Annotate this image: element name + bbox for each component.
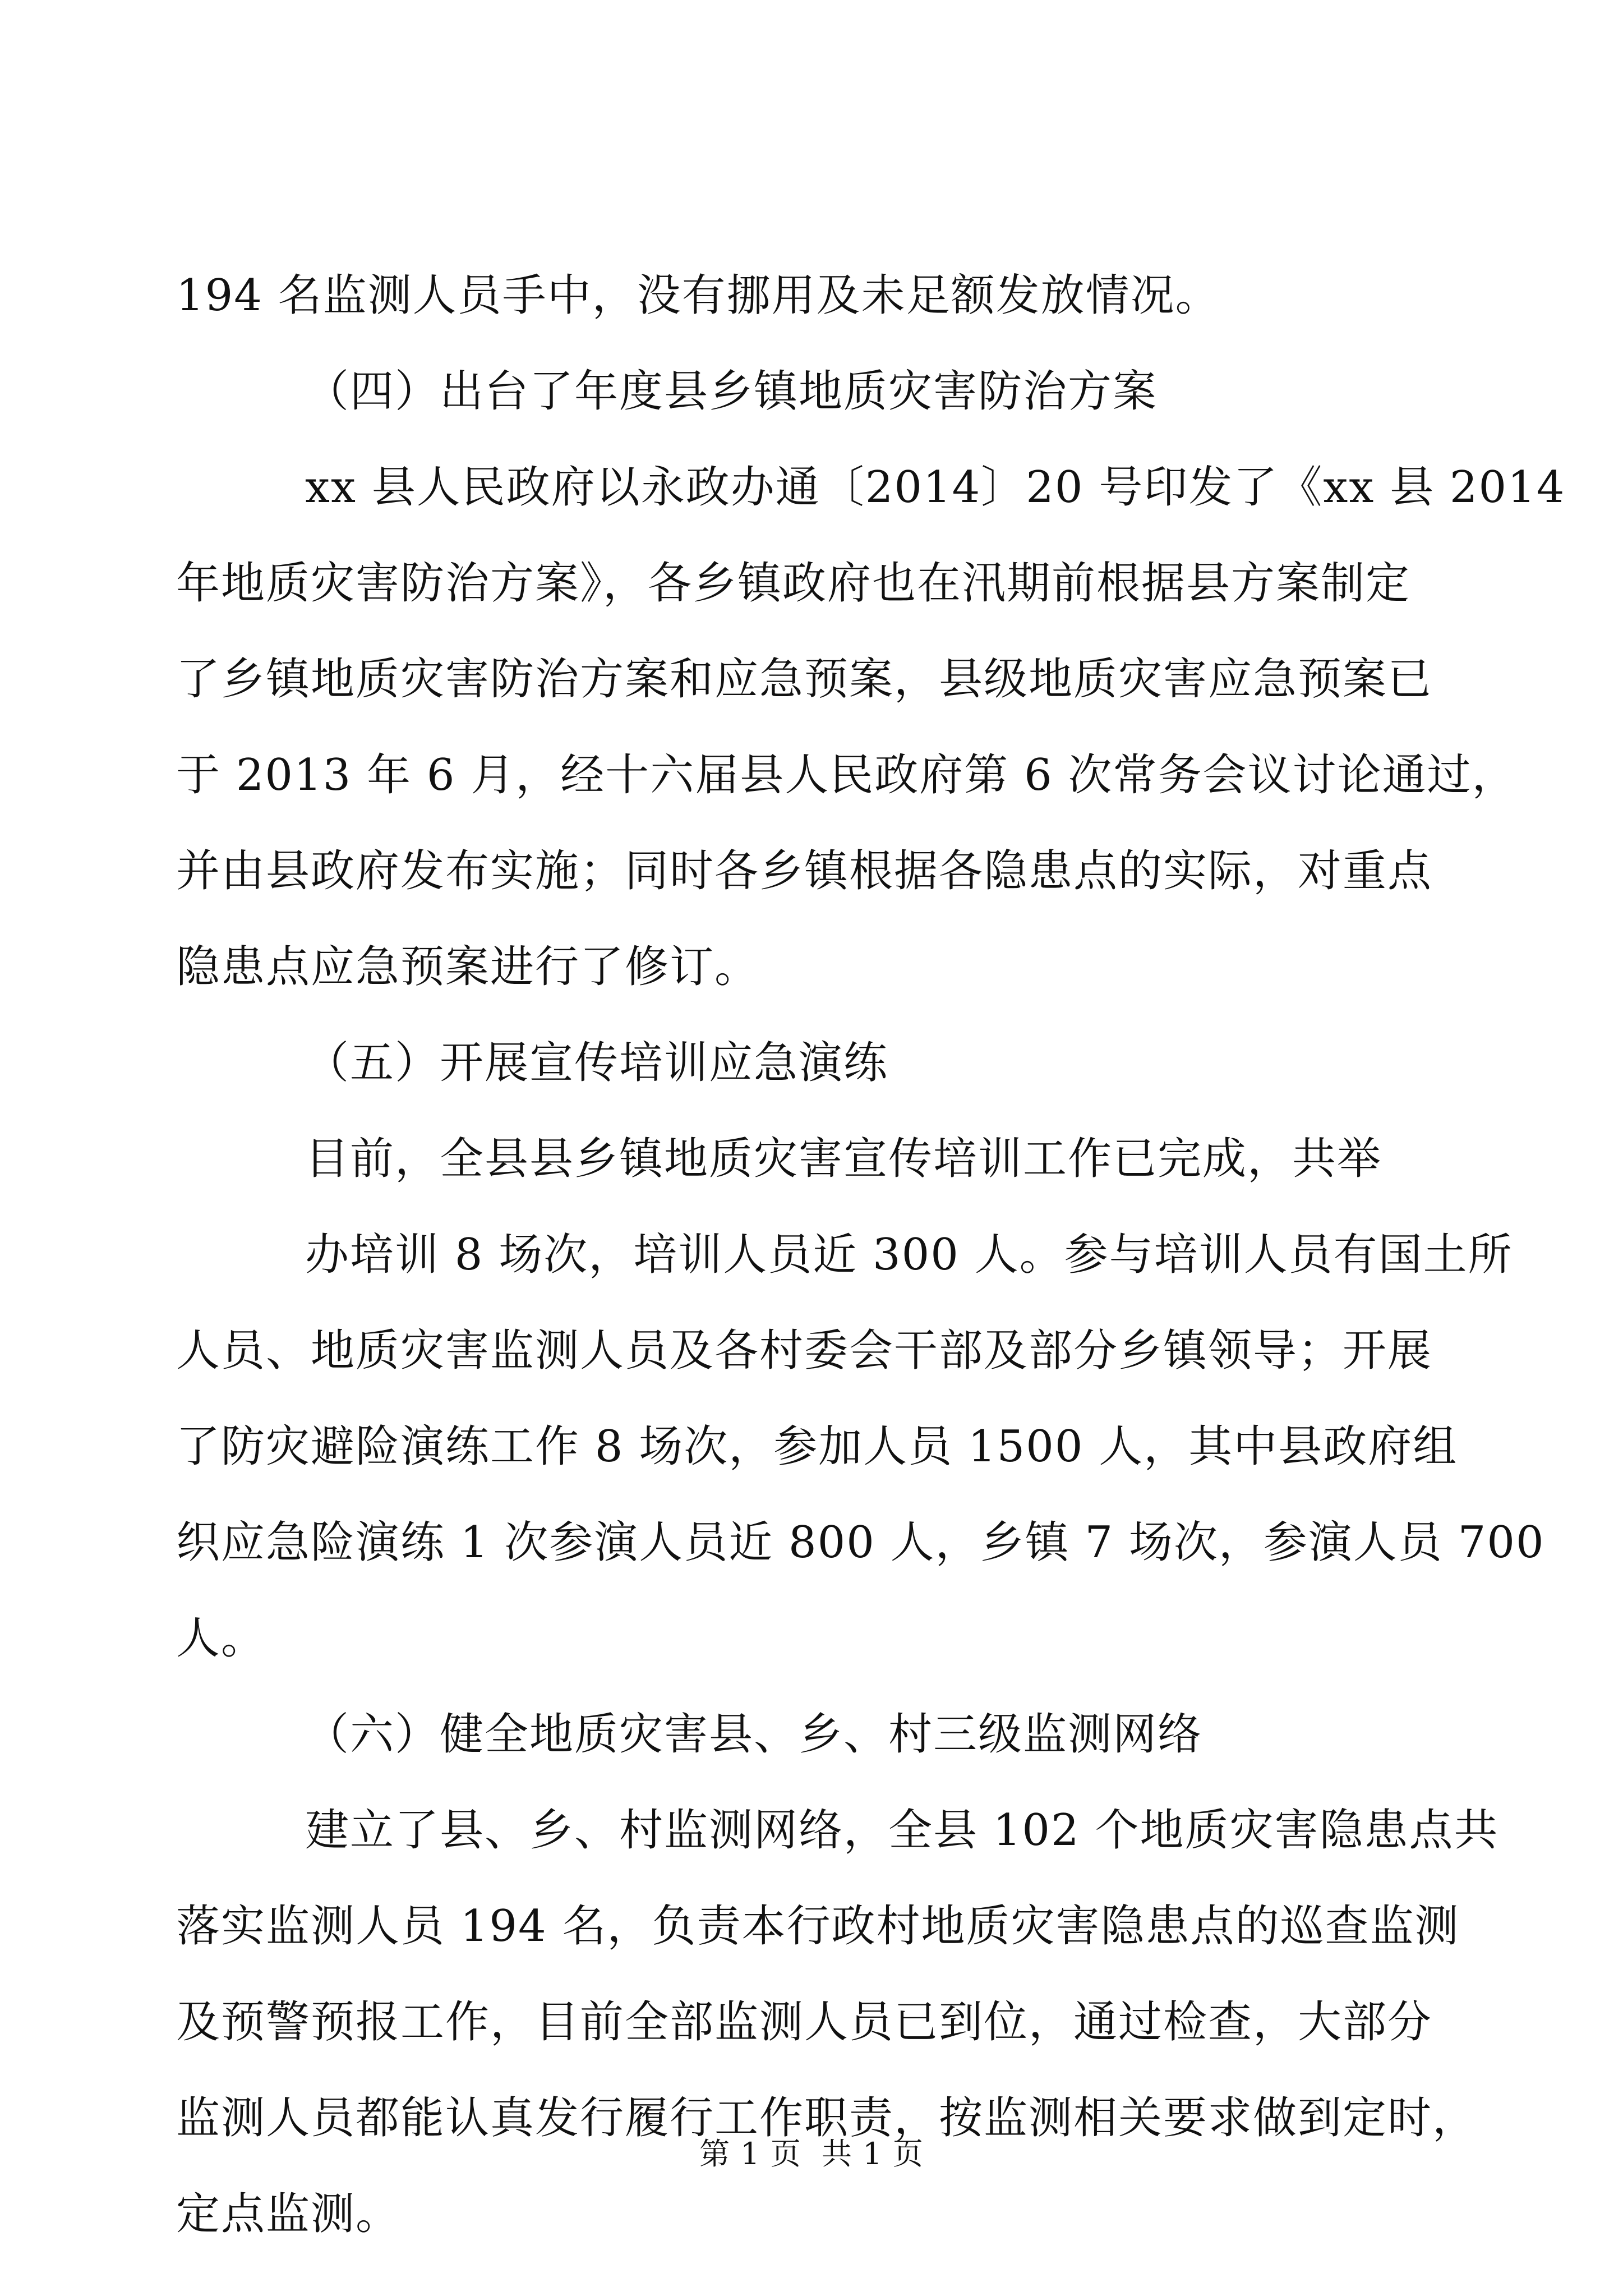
page-footer: 第 1 页 共 1 页: [699, 2136, 924, 2171]
text-line: 于 2013 年 6 月，经十六届县人民政府第 6 次常务会议讨论通过，: [176, 750, 1517, 800]
document-body: [176, 248, 1566, 2262]
text-line: 隐患点应急预案进行了修订。: [176, 942, 760, 992]
text-line: 落实监测人员 194 名，负责本行政村地质灾害隐患点的巡查监测: [176, 1901, 1460, 1952]
text-line: 目前，全县县乡镇地质灾害宣传培训工作已完成，共举: [305, 1134, 1382, 1184]
section-heading-6: （六）健全地质灾害县、乡、村三级监测网络: [305, 1709, 1203, 1760]
text-line: 定点监测。: [176, 2189, 401, 2239]
section-heading-4: （四）出台了年度县乡镇地质灾害防治方案: [305, 366, 1158, 417]
text-line: xx 县人民政府以永政办通〔2014〕20 号印发了《xx 县 2014: [305, 462, 1566, 513]
text-line: 人员、地质灾害监测人员及各村委会干部及部分乡镇领导；开展: [176, 1326, 1433, 1376]
text-line: 监测人员都能认真发行履行工作职责，按监测相关要求做到定时，: [176, 2093, 1478, 2143]
text-line: 并由县政府发布实施；同时各乡镇根据各隐患点的实际，对重点: [176, 846, 1433, 896]
text-line: 了乡镇地质灾害防治方案和应急预案，县级地质灾害应急预案已: [176, 654, 1433, 705]
section-heading-5: （五）开展宣传培训应急演练: [305, 1038, 889, 1088]
text-line: 年地质灾害防治方案》，各乡镇政府也在汛期前根据县方案制定: [176, 558, 1411, 609]
text-line: 织应急险演练 1 次参演人员近 800 人，乡镇 7 场次，参演人员 700: [176, 1517, 1545, 1568]
text-line: 了防灾避险演练工作 8 场次，参加人员 1500 人，其中县政府组: [176, 1421, 1458, 1472]
text-line: 194 名监测人员手中，没有挪用及未足额发放情况。: [176, 270, 1220, 321]
text-line: 及预警预报工作，目前全部监测人员已到位，通过检查，大部分: [176, 1997, 1433, 2047]
text-line: 人。: [176, 1613, 266, 1664]
text-line: 办培训 8 场次，培训人员近 300 人。参与培训人员有国土所: [305, 1230, 1513, 1280]
text-line: 建立了县、乡、村监测网络，全县 102 个地质灾害隐患点共: [305, 1805, 1499, 1856]
